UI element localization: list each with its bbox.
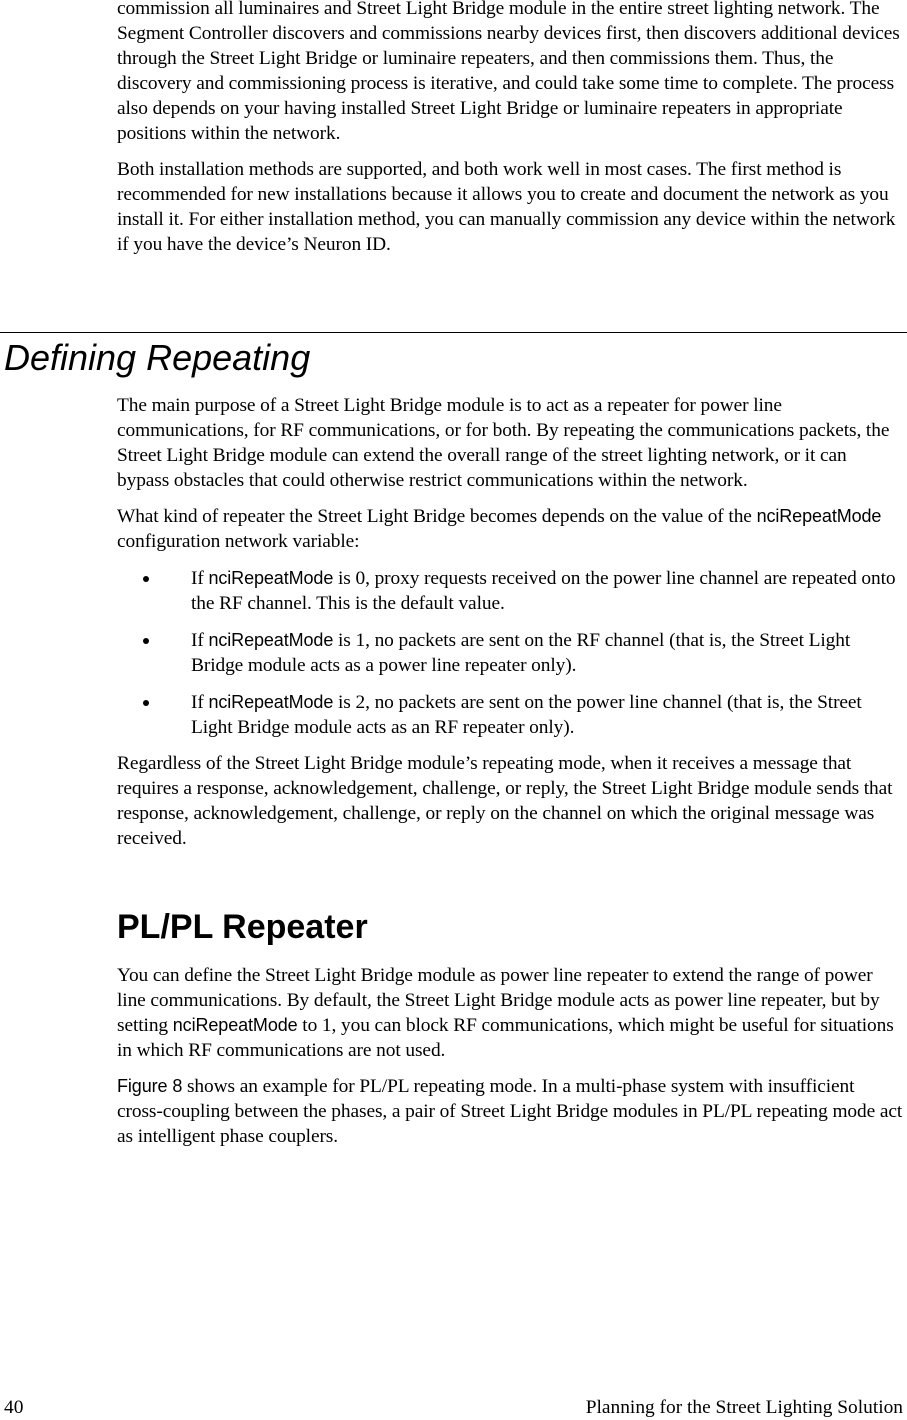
section2-paragraph-1	[117, 963, 903, 1063]
section2-paragraph-2	[117, 1074, 903, 1149]
variable-name: nciRepeatMode	[208, 692, 334, 712]
variable-name: nciRepeatMode	[756, 506, 882, 526]
text-run: What kind of repeater the Street Light Bridge becomes depends on the value of the	[117, 506, 757, 527]
list-item	[117, 690, 903, 740]
bullet-icon	[143, 638, 149, 644]
text-run: If	[191, 692, 209, 713]
list-item-text	[191, 690, 903, 740]
text-run: to 1, you can block RF communications, which might be useful for situations in which RF communications are not used.	[117, 1015, 894, 1061]
section1-paragraph-2	[117, 504, 903, 554]
text-run: If	[191, 630, 209, 651]
chapter-title: Planning for the Street Lighting Solution	[585, 1397, 903, 1418]
text-run: You can define the Street Light Bridge module as power line repeater to extend the range of power line communications. By default, the Street Light Bridge module acts as power line repeater, but by setting	[117, 965, 880, 1036]
section-defining-repeating	[117, 393, 903, 851]
bullet-icon	[143, 700, 149, 706]
section-heading-pl-pl-repeater: PL/PL Repeater	[117, 908, 368, 946]
heading-rule	[0, 332, 907, 333]
variable-name: nciRepeatMode	[208, 568, 334, 588]
variable-name: nciRepeatMode	[172, 1015, 298, 1035]
intro-paragraph-2: Both installation methods are supported, and both work well in most cases. The first method is recommended for new installations because it allows you to create and document the network as you install it. For either installation method, you can manually commission any device within the network if you have the device’s Neuron ID.	[117, 159, 896, 255]
text-run: is 1, no packets are sent on the RF channel (that is, the Street Light Bridge module acts as a power line repeater only).	[191, 630, 851, 676]
text-run: is 2, no packets are sent on the power line channel (that is, the Street Light Bridge module acts as an RF repeater only).	[191, 692, 862, 738]
section1-paragraph-1: The main purpose of a Street Light Bridge module is to act as a repeater for power line communications, for RF communications, or for both. By repeating the communications packets, the Street Light Bridge module can extend the overall range of the street lighting network, or it can bypass obstacles that could otherwise restrict communications within the network.	[117, 395, 890, 491]
variable-name: nciRepeatMode	[208, 630, 334, 650]
figure-reference-link[interactable]: Figure 8	[117, 1076, 183, 1096]
list-item-text	[191, 628, 903, 678]
list-item	[117, 566, 903, 616]
text-run: If	[191, 568, 209, 589]
list-item	[117, 628, 903, 678]
section-pl-pl-repeater	[117, 963, 903, 1149]
page-number: 40	[4, 1397, 24, 1418]
text-run: configuration network variable:	[117, 531, 360, 552]
repeat-mode-list	[117, 566, 903, 740]
section1-paragraph-3: Regardless of the Street Light Bridge module’s repeating mode, when it receives a message that requires a response, acknowledgement, challenge, or reply, the Street Light Bridge module sends that response, acknowledgement, challenge, or reply on the channel on which the original message was received.	[117, 753, 893, 849]
text-run: is 0, proxy requests received on the power line channel are repeated onto the RF channel. This is the default value.	[191, 568, 896, 614]
intro-paragraph-1: commission all luminaires and Street Light Bridge module in the entire street lighting network. The Segment Controller discovers and commissions nearby devices first, then discovers additional devices through the Street Light Bridge or luminaire repeaters, and then commissions them. Thus, the discovery and commissioning process is iterative, and could take some time to complete. The process also depends on your having installed Street Light Bridge or luminaire repeaters in appropriate positions within the network.	[117, 0, 900, 144]
text-run: shows an example for PL/PL repeating mode. In a multi-phase system with insufficient cross-coupling between the phases, a pair of Street Light Bridge modules in PL/PL repeating mode act as intelligent phase couplers.	[117, 1076, 903, 1147]
list-item-text	[191, 566, 903, 616]
intro-text	[117, 0, 903, 257]
section-heading-defining-repeating: Defining Repeating	[4, 337, 311, 378]
bullet-icon	[143, 576, 149, 582]
